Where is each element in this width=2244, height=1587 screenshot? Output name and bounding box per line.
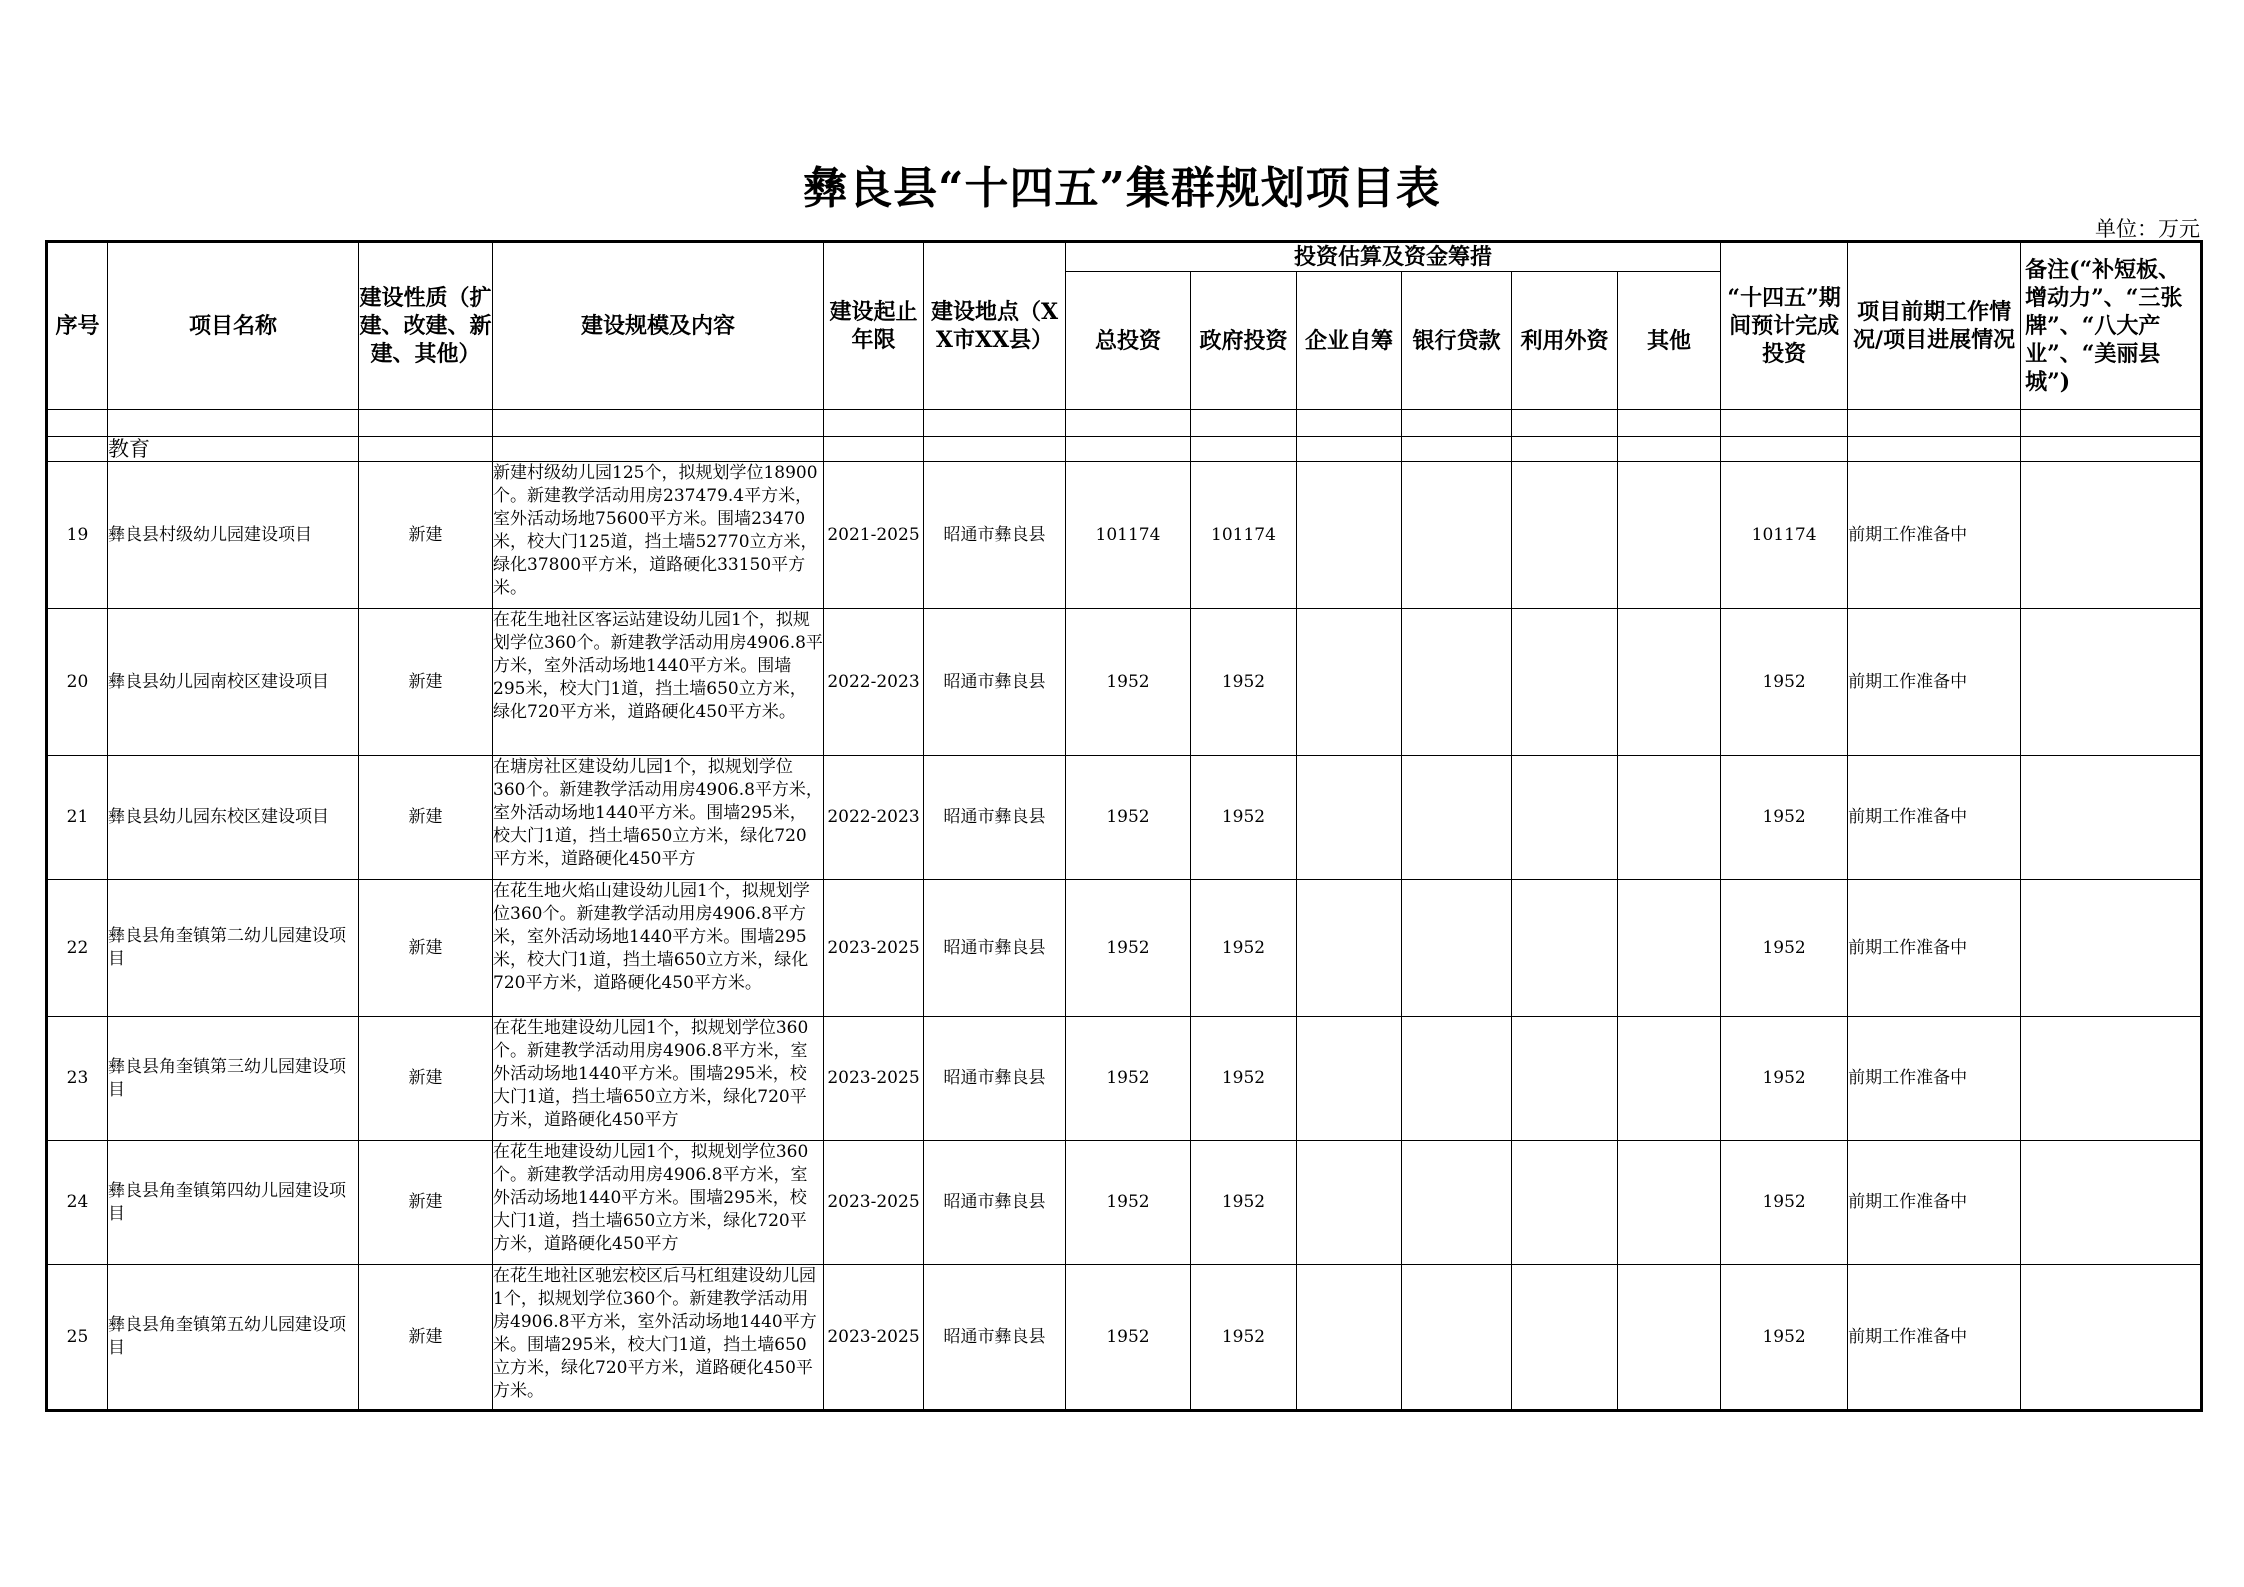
cell-expected: 101174 bbox=[1721, 462, 1848, 609]
cell-progress: 前期工作准备中 bbox=[1848, 880, 2021, 1017]
cell-gov: 1952 bbox=[1191, 1017, 1297, 1141]
cell-bank bbox=[1402, 609, 1512, 756]
header-location: 建设地点（XX市XX县） bbox=[924, 242, 1066, 410]
cell-nature: 新建 bbox=[359, 1141, 493, 1265]
cell-remark bbox=[2021, 462, 2202, 609]
header-enterprise: 企业自筹 bbox=[1297, 272, 1402, 410]
cell-bank bbox=[1402, 1141, 1512, 1265]
cell-period: 2023-2025 bbox=[824, 1141, 924, 1265]
cell-nature: 新建 bbox=[359, 462, 493, 609]
cell-expected: 1952 bbox=[1721, 1017, 1848, 1141]
cell-other bbox=[1618, 1017, 1721, 1141]
cell-name: 彝良县村级幼儿园建设项目 bbox=[108, 462, 359, 609]
header-other: 其他 bbox=[1618, 272, 1721, 410]
cell-gov: 101174 bbox=[1191, 462, 1297, 609]
cell-location: 昭通市彝良县 bbox=[924, 1141, 1066, 1265]
cell-nature: 新建 bbox=[359, 756, 493, 880]
cell-expected: 1952 bbox=[1721, 609, 1848, 756]
cell-enterprise bbox=[1297, 609, 1402, 756]
cell-location: 昭通市彝良县 bbox=[924, 880, 1066, 1017]
cell-progress: 前期工作准备中 bbox=[1848, 1017, 2021, 1141]
header-remark: 备注(“补短板、增动力”、“三张牌”、“八大产业”、“美丽县城”) bbox=[2021, 242, 2202, 410]
cell-foreign bbox=[1512, 756, 1618, 880]
cell-gov: 1952 bbox=[1191, 609, 1297, 756]
cell-period: 2022-2023 bbox=[824, 609, 924, 756]
cell-foreign bbox=[1512, 880, 1618, 1017]
table-row bbox=[47, 1017, 2202, 1141]
cell-gov: 1952 bbox=[1191, 880, 1297, 1017]
header-name: 项目名称 bbox=[108, 242, 359, 410]
cell-other bbox=[1618, 1141, 1721, 1265]
cell-enterprise bbox=[1297, 1265, 1402, 1411]
blank-row bbox=[47, 410, 2202, 437]
table-row bbox=[47, 1141, 2202, 1265]
cell-enterprise bbox=[1297, 1017, 1402, 1141]
page-title: 彝良县“十四五”集群规划项目表 bbox=[803, 163, 1441, 214]
cell-bank bbox=[1402, 880, 1512, 1017]
table-row bbox=[47, 462, 2202, 609]
cell-nature: 新建 bbox=[359, 609, 493, 756]
project-table bbox=[45, 240, 2203, 1412]
cell-other bbox=[1618, 756, 1721, 880]
cell-name: 彝良县角奎镇第四幼儿园建设项目 bbox=[108, 1141, 359, 1265]
cell-bank bbox=[1402, 1017, 1512, 1141]
cell-name: 彝良县角奎镇第三幼儿园建设项目 bbox=[108, 1017, 359, 1141]
cell-expected: 1952 bbox=[1721, 1141, 1848, 1265]
cell-total: 101174 bbox=[1066, 462, 1191, 609]
cell-remark bbox=[2021, 609, 2202, 756]
cell-seq: 23 bbox=[47, 1017, 108, 1141]
cell-foreign bbox=[1512, 462, 1618, 609]
cell-period: 2023-2025 bbox=[824, 880, 924, 1017]
cell-total: 1952 bbox=[1066, 1141, 1191, 1265]
cell-location: 昭通市彝良县 bbox=[924, 462, 1066, 609]
header-seq: 序号 bbox=[47, 242, 108, 410]
cell-seq: 22 bbox=[47, 880, 108, 1017]
cell-nature: 新建 bbox=[359, 1017, 493, 1141]
cell-seq: 24 bbox=[47, 1141, 108, 1265]
cell-total: 1952 bbox=[1066, 609, 1191, 756]
header-investment-group: 投资估算及资金筹措 bbox=[1066, 242, 1721, 272]
header-period: 建设起止年限 bbox=[824, 242, 924, 410]
header-gov: 政府投资 bbox=[1191, 272, 1297, 410]
cell-expected: 1952 bbox=[1721, 756, 1848, 880]
header-total: 总投资 bbox=[1066, 272, 1191, 410]
cell-total: 1952 bbox=[1066, 1017, 1191, 1141]
cell-enterprise bbox=[1297, 1141, 1402, 1265]
cell-expected: 1952 bbox=[1721, 880, 1848, 1017]
cell-period: 2021-2025 bbox=[824, 462, 924, 609]
category-row bbox=[47, 437, 2202, 462]
cell-scale: 在花生地社区客运站建设幼儿园1个，拟规划学位360个。新建教学活动用房4906.8平方米，室外活动场地1440平方米。围墙295米，校大门1道，挡土墙650立方米，绿化720平方米，道路硬化450平方米。 bbox=[493, 609, 824, 756]
cell-progress: 前期工作准备中 bbox=[1848, 462, 2021, 609]
cell-total: 1952 bbox=[1066, 1265, 1191, 1411]
cell-scale: 在花生地建设幼儿园1个，拟规划学位360个。新建教学活动用房4906.8平方米，室外活动场地1440平方米。围墙295米，校大门1道，挡土墙650立方米，绿化720平方米，道路硬化450平方 bbox=[493, 1141, 824, 1265]
cell-progress: 前期工作准备中 bbox=[1848, 1141, 2021, 1265]
cell-scale: 在花生地火焰山建设幼儿园1个，拟规划学位360个。新建教学活动用房4906.8平方米，室外活动场地1440平方米。围墙295米，校大门1道，挡土墙650立方米，绿化720平方米，道路硬化450平方米。 bbox=[493, 880, 824, 1017]
project-rows bbox=[47, 462, 2202, 1411]
header-foreign: 利用外资 bbox=[1512, 272, 1618, 410]
cell-period: 2023-2025 bbox=[824, 1265, 924, 1411]
header-expected: “十四五”期间预计完成投资 bbox=[1721, 242, 1848, 410]
table-row bbox=[47, 880, 2202, 1017]
cell-period: 2023-2025 bbox=[824, 1017, 924, 1141]
header-nature: 建设性质（扩建、改建、新建、其他） bbox=[359, 242, 493, 410]
cell-foreign bbox=[1512, 1017, 1618, 1141]
cell-other bbox=[1618, 609, 1721, 756]
header-scale: 建设规模及内容 bbox=[493, 242, 824, 410]
cell-remark bbox=[2021, 880, 2202, 1017]
cell-foreign bbox=[1512, 1141, 1618, 1265]
cell-foreign bbox=[1512, 1265, 1618, 1411]
cell-bank bbox=[1402, 1265, 1512, 1411]
cell-gov: 1952 bbox=[1191, 756, 1297, 880]
cell-total: 1952 bbox=[1066, 880, 1191, 1017]
table-row bbox=[47, 609, 2202, 756]
cell-nature: 新建 bbox=[359, 1265, 493, 1411]
header-row-1 bbox=[47, 242, 2202, 272]
cell-name: 彝良县幼儿园南校区建设项目 bbox=[108, 609, 359, 756]
cell-remark bbox=[2021, 1141, 2202, 1265]
cell-scale: 在塘房社区建设幼儿园1个，拟规划学位360个。新建教学活动用房4906.8平方米，室外活动场地1440平方米。围墙295米，校大门1道，挡土墙650立方米，绿化720平方米，道路硬化450平方 bbox=[493, 756, 824, 880]
cell-seq: 25 bbox=[47, 1265, 108, 1411]
cell-progress: 前期工作准备中 bbox=[1848, 1265, 2021, 1411]
cell-other bbox=[1618, 1265, 1721, 1411]
cell-bank bbox=[1402, 756, 1512, 880]
cell-seq: 19 bbox=[47, 462, 108, 609]
header-progress: 项目前期工作情况/项目进展情况 bbox=[1848, 242, 2021, 410]
cell-scale: 在花生地社区驰宏校区后马杠组建设幼儿园1个，拟规划学位360个。新建教学活动用房4906.8平方米，室外活动场地1440平方米。围墙295米，校大门1道，挡土墙650立方米，绿化720平方米，道路硬化450平方米。 bbox=[493, 1265, 824, 1411]
unit-label: 单位：万元 bbox=[2095, 217, 2200, 241]
cell-seq: 20 bbox=[47, 609, 108, 756]
cell-other bbox=[1618, 880, 1721, 1017]
cell-other bbox=[1618, 462, 1721, 609]
cell-progress: 前期工作准备中 bbox=[1848, 756, 2021, 880]
cell-location: 昭通市彝良县 bbox=[924, 756, 1066, 880]
cell-location: 昭通市彝良县 bbox=[924, 1265, 1066, 1411]
cell-expected: 1952 bbox=[1721, 1265, 1848, 1411]
category-label: 教育 bbox=[108, 437, 359, 462]
cell-scale: 在花生地建设幼儿园1个，拟规划学位360个。新建教学活动用房4906.8平方米，室外活动场地1440平方米。围墙295米，校大门1道，挡土墙650立方米，绿化720平方米，道路硬化450平方 bbox=[493, 1017, 824, 1141]
table-row bbox=[47, 1265, 2202, 1411]
cell-enterprise bbox=[1297, 462, 1402, 609]
cell-enterprise bbox=[1297, 756, 1402, 880]
cell-nature: 新建 bbox=[359, 880, 493, 1017]
cell-location: 昭通市彝良县 bbox=[924, 609, 1066, 756]
cell-enterprise bbox=[1297, 880, 1402, 1017]
cell-seq: 21 bbox=[47, 756, 108, 880]
cell-remark bbox=[2021, 1017, 2202, 1141]
cell-gov: 1952 bbox=[1191, 1141, 1297, 1265]
cell-name: 彝良县幼儿园东校区建设项目 bbox=[108, 756, 359, 880]
cell-scale: 新建村级幼儿园125个，拟规划学位18900个。新建教学活动用房237479.4平方米，室外活动场地75600平方米。围墙23470米，校大门125道，挡土墙52770立方米，绿化37800平方米，道路硬化33150平方米。 bbox=[493, 462, 824, 609]
cell-remark bbox=[2021, 1265, 2202, 1411]
cell-location: 昭通市彝良县 bbox=[924, 1017, 1066, 1141]
table-row bbox=[47, 756, 2202, 880]
cell-period: 2022-2023 bbox=[824, 756, 924, 880]
cell-total: 1952 bbox=[1066, 756, 1191, 880]
cell-bank bbox=[1402, 462, 1512, 609]
cell-gov: 1952 bbox=[1191, 1265, 1297, 1411]
cell-progress: 前期工作准备中 bbox=[1848, 609, 2021, 756]
cell-name: 彝良县角奎镇第五幼儿园建设项目 bbox=[108, 1265, 359, 1411]
cell-remark bbox=[2021, 756, 2202, 880]
cell-foreign bbox=[1512, 609, 1618, 756]
header-bank: 银行贷款 bbox=[1402, 272, 1512, 410]
cell-name: 彝良县角奎镇第二幼儿园建设项目 bbox=[108, 880, 359, 1017]
